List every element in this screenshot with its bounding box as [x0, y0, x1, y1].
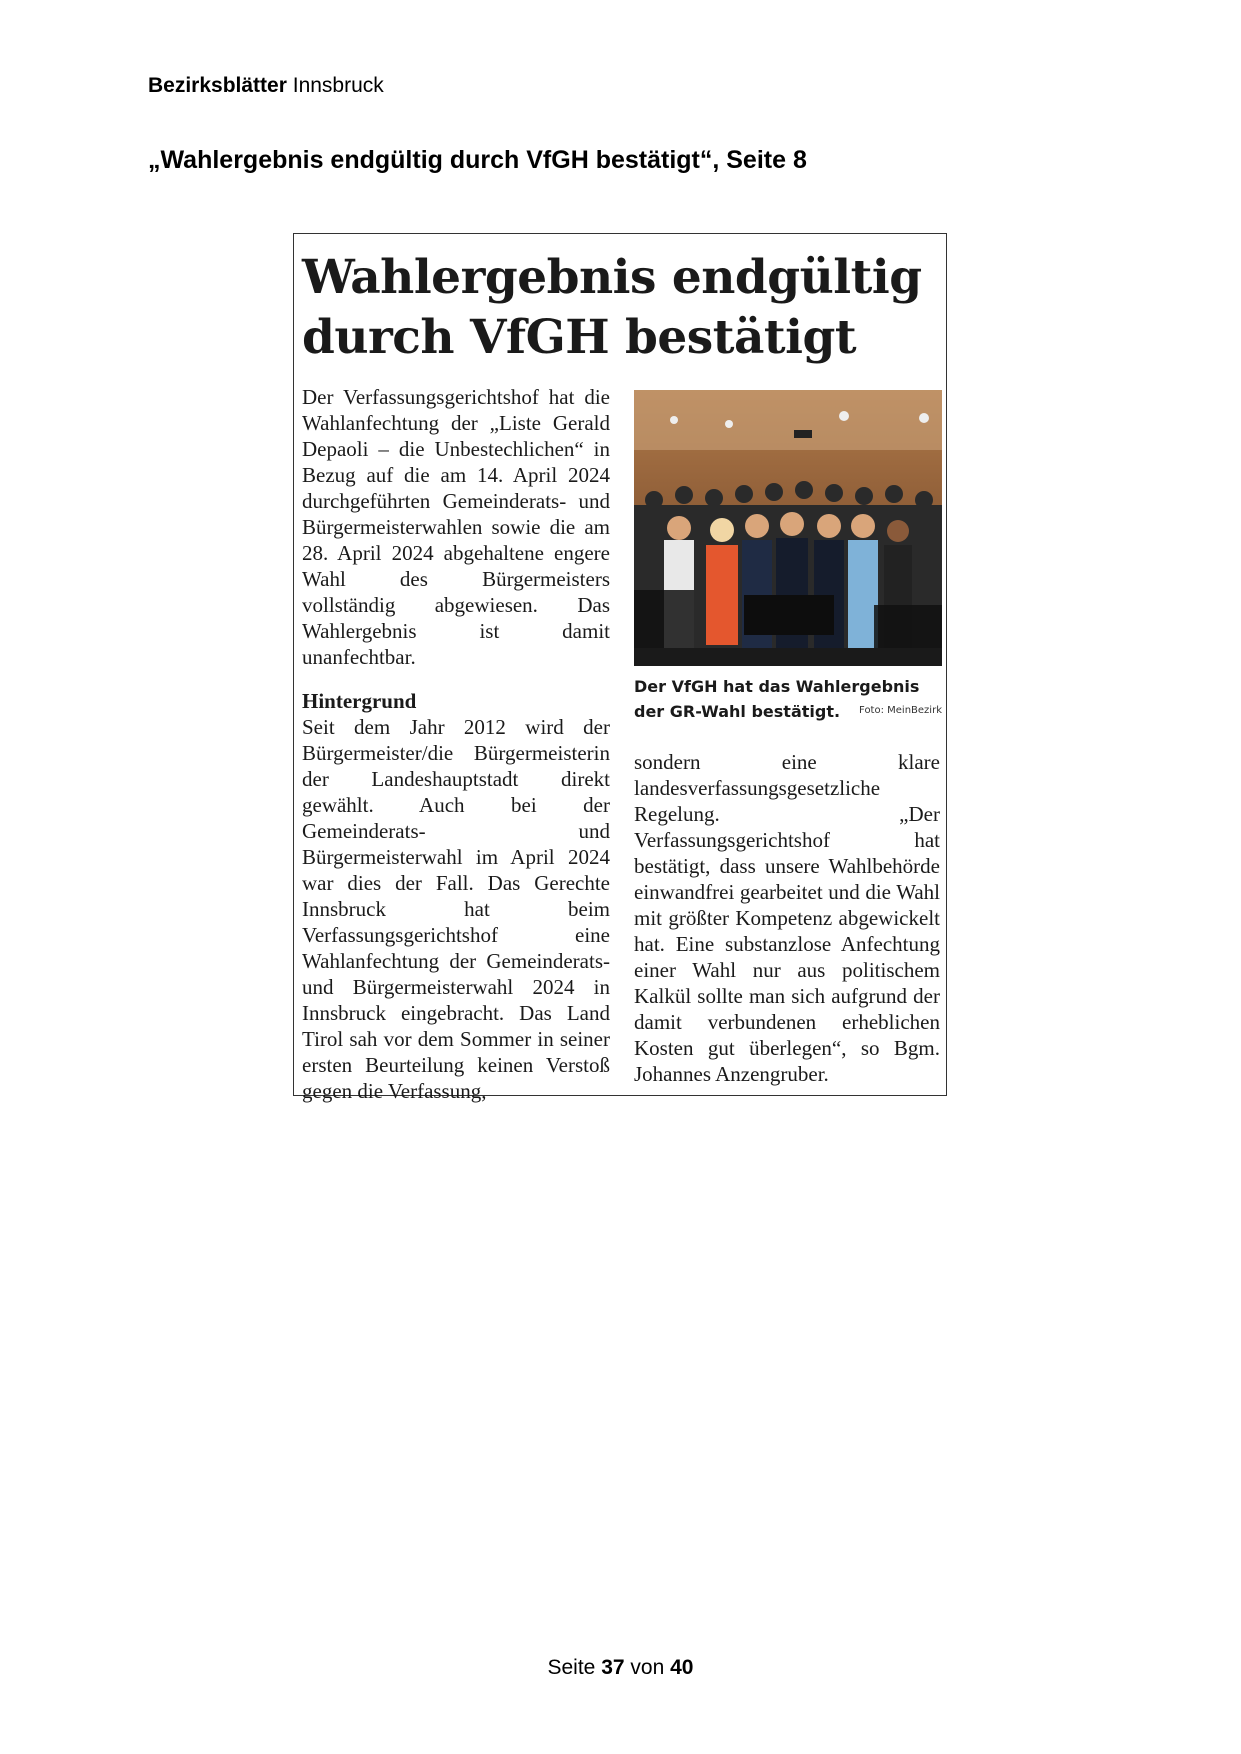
page-footer [0, 1656, 1241, 1680]
publication-source [148, 74, 384, 98]
publication-region: Innsbruck [292, 74, 384, 97]
article-body-left: Seit dem Jahr 2012 wird der Bürgermeister/die Bürgermeisterin der Landeshauptstadt direkt gewählt. Auch bei der Gemeinderats- und Bürgermeisterwahl im April 2024 war dies der Fall. Das Gerechte Innsbruck hat beim Verfassungsgerichtshof eine Wahlanfechtung der Gemeinderats- und Bürgermeisterwahl 2024 in Innsbruck eingebracht. Das Land Tirol sah vor dem Sommer in seiner ersten Beurteilung keinen Verstoß gegen die Verfassung, [302, 715, 610, 1103]
page-total: 40 [670, 1656, 694, 1679]
article-body-right: sondern eine klare landesverfassungsgesetzliche Regelung. „Der Verfassungsgerichtshof hat bestätigt, dass unsere Wahlbehörde einwandfrei gearbeitet und die Wahl mit größter Kompetenz abgewickelt hat. Eine substanzlose Anfechtung einer Wahl nur aus politischem Kalkül sollte man sich aufgrund der damit verbundenen erheblichen Kosten gut überlegen“, so Bgm. Johannes Anzengruber. [634, 750, 940, 1086]
caption-text: Der VfGH hat das Wahlergebnis der GR-Wahl bestätigt. [634, 677, 920, 721]
page-current: 37 [601, 1656, 625, 1679]
headline-line-1: Wahlergebnis endgültig [302, 250, 922, 305]
document-title: „Wahlergebnis endgültig durch VfGH bestätigt“, Seite 8 [148, 146, 807, 174]
headline-line-2: durch VfGH bestätigt [302, 310, 857, 365]
newspaper-clipping [293, 233, 947, 1103]
photo-credit: Foto: MeinBezirk [859, 705, 942, 716]
publication-name: Bezirksblätter [148, 74, 287, 97]
article-left-column [302, 384, 610, 1104]
article-lead: Der Verfassungsgerichtshof hat die Wahlanfechtung der „Liste Gerald Depaoli – die Unbestechlichen“ in Bezug auf die am 14. April 2024 durchgeführten Gemeinderats- und Bürgermeisterwahlen sowie die am 28. April 2024 abgehaltene engere Wahl des Bürgermeisters vollständig abgewiesen. Das Wahlergebnis ist damit unanfechtbar. [302, 385, 610, 669]
photo-caption [634, 674, 942, 724]
page-label: Seite [547, 1656, 596, 1679]
page-of-label: von [630, 1656, 665, 1679]
article-headline [302, 248, 922, 368]
article-subheading: Hintergrund [302, 689, 417, 713]
article-photo [634, 390, 942, 666]
article-right-column [634, 749, 940, 1087]
